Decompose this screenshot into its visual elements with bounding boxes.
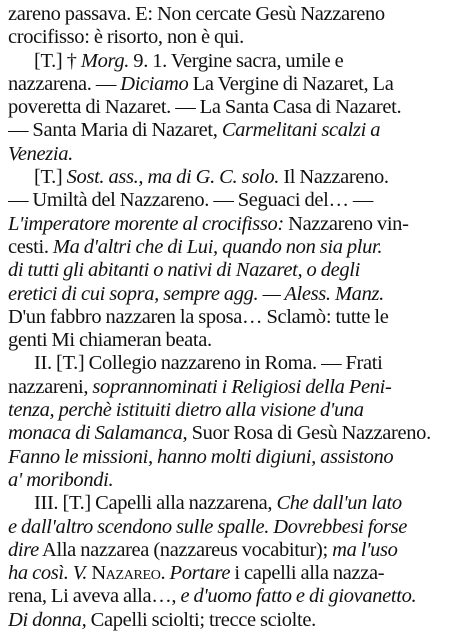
text-line — [8, 119, 458, 142]
text: poveretta di Nazaret. — La Santa Casa di Nazaret. — [8, 96, 402, 119]
text-line — [8, 516, 458, 539]
text: Alla nazzarea (nazzareus vocabitur); — [38, 538, 333, 561]
entry-sense-1 — [8, 50, 458, 166]
text: Suor Rosa di Gesù Nazzareno. — [187, 422, 431, 445]
text-line — [8, 50, 458, 73]
text-line — [8, 259, 458, 282]
italic-text: ha così. V. — [8, 562, 92, 585]
text: genti Mi chiameran beata. — [8, 329, 212, 352]
text-line — [8, 283, 458, 306]
italic-text: e dall'altro scendono sulle spalle. Dovrebbesi forse — [8, 515, 408, 538]
italic-text: eretici di cui sopra, sempre agg. — Aless. Manz. — [8, 282, 384, 305]
text-line — [8, 213, 458, 236]
text-line — [8, 446, 458, 469]
italic-text: Diciamo — [120, 72, 189, 95]
text-line — [8, 539, 458, 562]
italic-text: Morg. — [80, 49, 130, 72]
italic-text: soprannominati i Religiosi della Peni- — [92, 375, 392, 398]
italic-text: Ma d'altri che di Lui, quando non sia plur. — [52, 235, 383, 258]
italic-text: monaca di Salamanca, — [8, 422, 188, 445]
italic-text: tenza, perchè istituiti dietro alla visione d'una — [8, 399, 364, 422]
text: D'un fabbro nazzaren la sposa… Sclamò: tutte le — [8, 305, 389, 328]
text-line — [8, 329, 458, 352]
italic-text: Che dall'un lato — [276, 492, 402, 515]
text-line — [8, 422, 458, 445]
smallcaps-text: Nazareo — [91, 562, 161, 585]
italic-text: ma l'uso — [332, 538, 398, 561]
entry-sense-4 — [8, 492, 458, 632]
text: rena, Li aveva alla…, — [8, 585, 181, 608]
entry-sections — [8, 50, 458, 632]
entry-sense-3 — [8, 352, 458, 492]
text-line — [8, 585, 458, 608]
italic-text: dire — [8, 538, 39, 561]
text: Capelli sciolti; trecce sciolte. — [86, 608, 316, 631]
italic-text: Portare — [169, 562, 231, 585]
text: La Vergine di Nazaret, La — [188, 72, 394, 95]
italic-text: Venezia. — [8, 142, 73, 165]
text-line — [8, 236, 458, 259]
text: cesti. — [8, 235, 53, 258]
text: . — [160, 562, 170, 585]
text-line — [8, 143, 458, 166]
text: — Santa Maria di Nazaret, — [8, 119, 222, 142]
text-line — [8, 352, 458, 375]
italic-text: L'imperatore morente al crocifisso: — [8, 212, 284, 235]
text-line — [8, 96, 458, 119]
text: crocifisso: è risorto, non è qui. — [8, 26, 244, 49]
text: 9. 1. Vergine sacra, umile e — [129, 49, 344, 72]
text-line — [8, 26, 458, 49]
text: — Umiltà del Nazzareno. — Seguaci del… — — [8, 189, 374, 212]
italic-text: Sost. ass., ma di G. C. solo. — [66, 166, 280, 189]
italic-text: di tutti gli abitanti o nativi di Nazaret, o degli — [8, 259, 360, 282]
text: II. [T.] Collegio nazzareno in Roma. — Frati — [34, 352, 383, 375]
text: nazzareni, — [8, 375, 93, 398]
entry-sense-2 — [8, 166, 458, 352]
text-line — [8, 562, 458, 585]
text-line — [8, 376, 458, 399]
text: [T.] — [34, 166, 67, 189]
text: zareno passava. E: Non cercate Gesù Nazzareno — [8, 3, 385, 25]
text-line — [8, 73, 458, 96]
text: III. [T.] Capelli alla nazzarena, — [34, 492, 277, 515]
text: nazzarena. — — [8, 72, 121, 95]
text-line — [8, 189, 458, 212]
italic-text: Di donna, — [8, 608, 87, 631]
italic-text: Carmelitani scalzi a — [221, 119, 381, 142]
text-line — [8, 166, 458, 189]
italic-text: a' moribondi. — [8, 468, 114, 491]
text: [T.] † — [34, 49, 81, 72]
text-line — [8, 3, 458, 26]
text-line — [8, 609, 458, 632]
text-line — [8, 469, 458, 492]
italic-text: e d'uomo fatto e di giovanetto. — [180, 585, 417, 608]
text-line — [8, 492, 458, 515]
text: Nazzareno vin- — [283, 212, 409, 235]
italic-text: Fanno le missioni, hanno molti digiuni, assistono — [8, 445, 394, 468]
text: i capelli alla nazza- — [230, 562, 385, 585]
text: Il Nazzareno. — [279, 166, 389, 189]
text-line — [8, 399, 458, 422]
entry-continuation — [8, 3, 458, 50]
text-line — [8, 306, 458, 329]
